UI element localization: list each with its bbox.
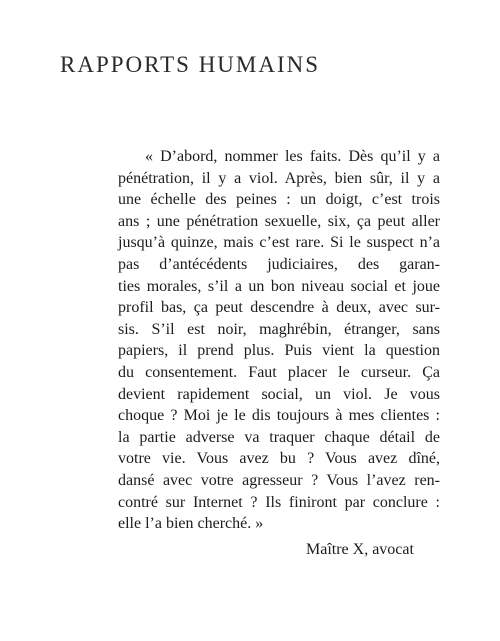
quote-block: [118, 146, 440, 535]
quote-line: contré sur Internet ? Ils finiront par conclure :: [118, 493, 440, 511]
quote-line: une échelle des peines : un doigt, c’est trois: [118, 191, 440, 209]
quote-line: jusqu’à quinze, mais c’est rare. Si le suspect n’a: [118, 234, 440, 252]
quote-line: « D’abord, nommer les faits. Dès qu’il y a: [145, 148, 440, 165]
quote-line: profil bas, ça peut descendre à deux, avec sur-: [118, 299, 440, 317]
chapter-title: RAPPORTS HUMAINS: [60, 52, 321, 77]
quote-line: votre vie. Vous avez bu ? Vous avez dîné,: [118, 450, 440, 468]
quote-line: du consentement. Faut placer le curseur. Ça: [118, 363, 440, 381]
quote-line: dansé avec votre agresseur ? Vous l’avez ren-: [118, 471, 440, 489]
quote-line: sis. S’il est noir, maghrébin, étranger, sans: [118, 320, 440, 338]
quote-line: pas d’antécédents judiciaires, des garan-: [118, 255, 440, 273]
quote-attribution: Maître X, avocat: [306, 541, 414, 558]
quote-line: papiers, il prend plus. Puis vient la question: [118, 342, 440, 360]
quote-line: choque ? Moi je le dis toujours à mes clientes :: [118, 407, 440, 425]
quote-line: elle l’a bien cherché. »: [118, 515, 264, 533]
quote-line: la partie adverse va traquer chaque détail de: [118, 428, 440, 446]
quote-line: pénétration, il y a viol. Après, bien sûr, il y a: [118, 169, 440, 187]
quote-line: devient rapidement social, un viol. Je vous: [118, 385, 440, 403]
quote-line: ans ; une pénétration sexuelle, six, ça peut aller: [118, 212, 440, 230]
quote-line: ties morales, s’il a un bon niveau social et joue: [118, 277, 440, 295]
